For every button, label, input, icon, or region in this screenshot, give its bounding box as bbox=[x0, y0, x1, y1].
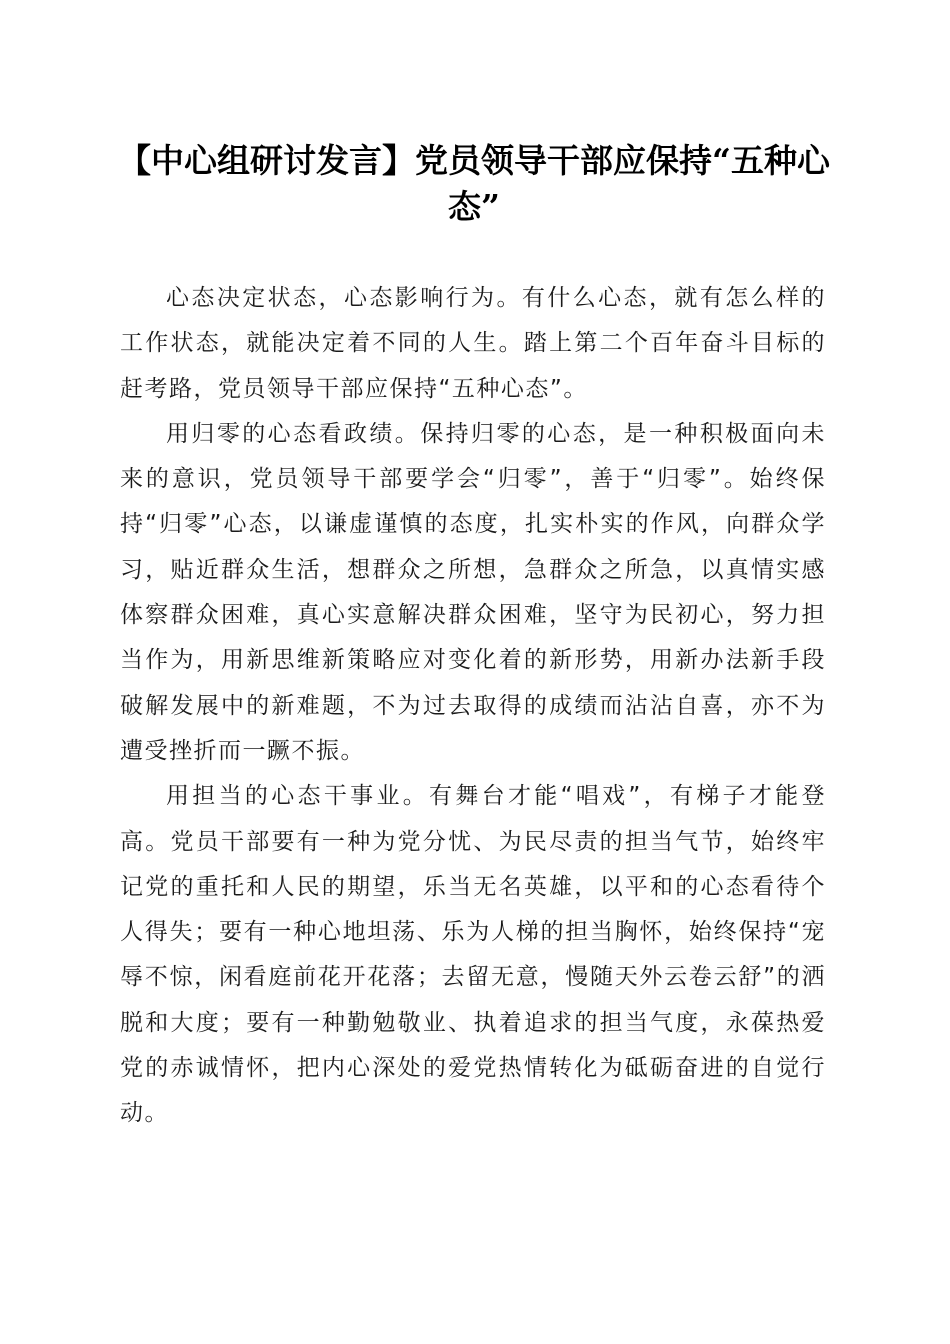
document-body bbox=[120, 276, 826, 1137]
document-title: 【中心组研讨发言】党员领导干部应保持“五种心态” bbox=[118, 141, 830, 226]
paragraph-responsibility-mindset: 用担当的心态干事业。有舞台才能“唱戏”，有梯子才能登高。党员干部要有一种为党分忧、为民尽责的担当气节，始终牢记党的重托和人民的期望，乐当无名英雄，以平和的心态看待个人得失；要有一种心地坦荡、乐为人梯的担当胸怀，始终保持“宠辱不惊，闲看庭前花开花落；去留无意，慢随天外云卷云舒”的洒脱和大度；要有一种勤勉敬业、执着追求的担当气度，永葆热爱党的赤诚情怀，把内心深处的爱党热情转化为砥砺奋进的自觉行动。 bbox=[120, 783, 826, 1127]
paragraph-intro: 心态决定状态，心态影响行为。有什么心态，就有怎么样的工作状态，就能决定着不同的人生。踏上第二个百年奋斗目标的赶考路，党员领导干部应保持“五种心态”。 bbox=[120, 285, 826, 402]
paragraph-zero-mindset: 用归零的心态看政绩。保持归零的心态，是一种积极面向未来的意识，党员领导干部要学会“归零”，善于“归零”。始终保持“归零”心态，以谦虚谨慎的态度，扎实朴实的作风，向群众学习，贴近群众生活，想群众之所想，急群众之所急，以真情实感体察群众困难，真心实意解决群众困难，坚守为民初心，努力担当作为，用新思维新策略应对变化着的新形势，用新办法新手段破解发展中的新难题，不为过去取得的成绩而沾沾自喜，亦不为遭受挫折而一蹶不振。 bbox=[120, 420, 826, 764]
